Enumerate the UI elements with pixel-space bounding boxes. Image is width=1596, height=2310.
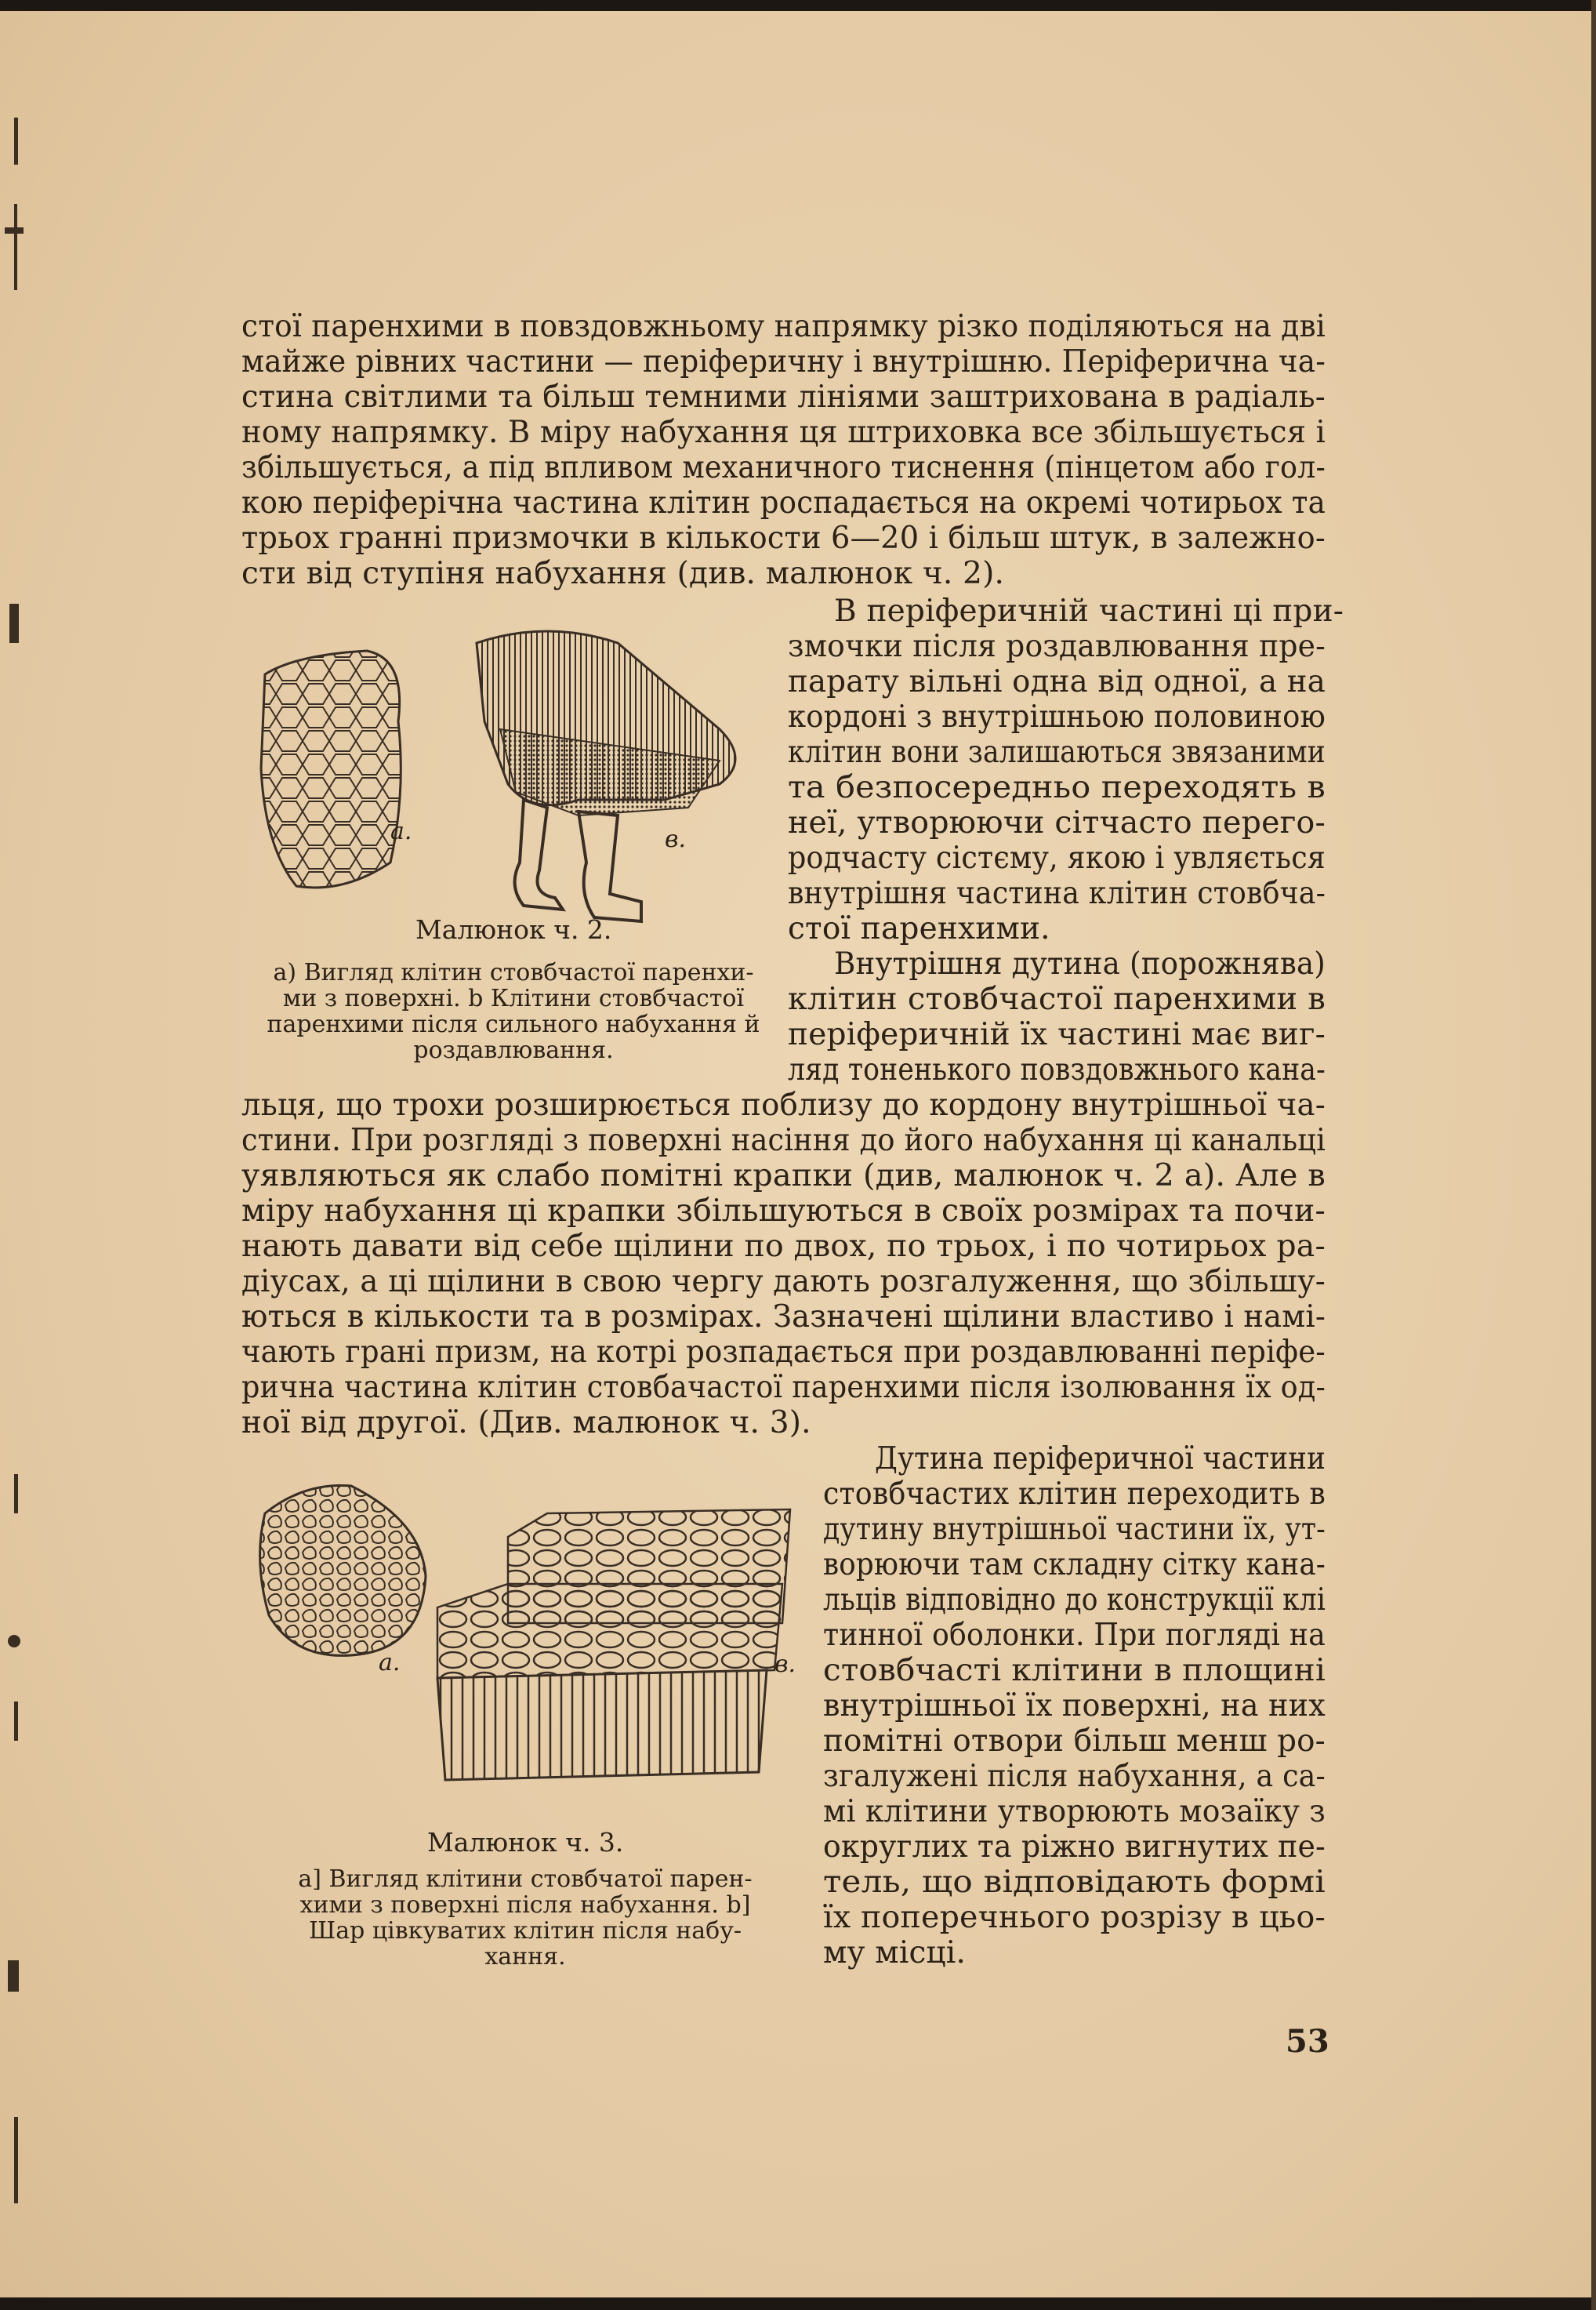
- text-line: кордоні з внутрішньою половиною: [788, 699, 1326, 735]
- binding-mark: [14, 1702, 18, 1741]
- binding-mark: [9, 604, 19, 643]
- text-line: ються в кількости та в розмірах. Зазначені щілини властиво і намі-: [241, 1299, 1326, 1335]
- text-line: Внутрішня дутина (порожнява): [834, 946, 1326, 982]
- text-line: внутрішня частина клітин стовбча-: [788, 876, 1326, 911]
- caption-line: хими з поверхні після набухання. b]: [299, 1891, 751, 1919]
- surface-mosaic-drawing: [260, 1485, 426, 1655]
- scan-top-edge: [0, 0, 1596, 11]
- binding-mark: [8, 1960, 19, 1992]
- binding-mark: [14, 1474, 18, 1513]
- text-line: згалужені після набухання, а са-: [823, 1759, 1326, 1794]
- text-line: неї, утворюючи сітчасто перего-: [788, 805, 1326, 841]
- text-line: родчасту сістєму, якою і увляється: [788, 841, 1326, 876]
- text-line: рична частина клітин стовбачастої паренхими після ізолювання їх од-: [241, 1370, 1326, 1405]
- text-line: тинної оболонки. При погляді на: [823, 1618, 1326, 1653]
- text-line: стовбчасті клітини в площині: [823, 1653, 1326, 1688]
- text-line: збільшується, а під впливом механичного тиснення (пінцетом або гол-: [241, 450, 1326, 485]
- text-line: мі клітини утворюють мозаїку з: [823, 1794, 1326, 1829]
- caption-line: паренхими після сильного набухання й: [267, 1011, 760, 1038]
- figure-2-title: Малюнок ч. 2.: [415, 914, 612, 945]
- figure-3-label-a: a.: [379, 1649, 401, 1676]
- text-line: стої паренхими.: [788, 911, 1050, 946]
- text-line: кою періферічна частина клітин роспадається на окремі чотирьох та: [241, 485, 1326, 521]
- binding-mark: [14, 204, 17, 290]
- text-line: клітин вони залишаються звязаними: [788, 735, 1326, 770]
- figure-2-illustration: [249, 612, 767, 925]
- text-line: дутину внутрішньої частини їх, ут-: [823, 1512, 1326, 1547]
- text-line: ної від другої. (Див. малюнок ч. 3).: [241, 1405, 811, 1440]
- text-line: трьох гранні призмочки в кількости 6—20 і більш штук, в залежно-: [241, 521, 1326, 556]
- tubular-layer-drawing: [437, 1509, 790, 1780]
- caption-line: Шар цівкуватих клітин після набу-: [308, 1917, 742, 1945]
- caption-line: ми з поверхні. b Клітини стовбчастої: [282, 985, 745, 1012]
- text-line: змочки після роздавлювання пре-: [788, 629, 1326, 664]
- text-line: округлих та ріжно вигнутих пе-: [823, 1829, 1326, 1865]
- caption-line: роздавлювання.: [413, 1037, 614, 1064]
- text-line: помітні отвори більш менш ро-: [823, 1723, 1326, 1759]
- caption-line: а) Вигляд клітин стовбчастої паренхи-: [273, 959, 754, 986]
- text-line: тель, що відповідають формі: [823, 1865, 1326, 1900]
- text-line: та безпосередньо переходять в: [788, 770, 1326, 805]
- text-line: чають грані призм, на котрі розпадається при роздавлюванні періфе-: [241, 1335, 1326, 1370]
- figure-2-label-a: a.: [390, 818, 412, 845]
- text-line: стини. При розгляді з поверхні насіння до його набухання ці канальці: [241, 1123, 1326, 1158]
- text-line: міру набухання ці крапки збільшуються в своїх розмірах та почи-: [241, 1193, 1326, 1229]
- swollen-cells-drawing: [477, 631, 735, 921]
- text-line: му місці.: [823, 1935, 967, 1970]
- text-line: льця, що трохи розширюється поблизу до кордону внутрішньої ча-: [241, 1088, 1326, 1123]
- text-line: стої паренхими в повздовжньому напрямку різко поділяються на дві: [241, 309, 1326, 344]
- text-line: парату вільні одна від одної, а на: [788, 664, 1326, 699]
- figure-3-title: Малюнок ч. 3.: [427, 1827, 624, 1858]
- binding-mark: [14, 2117, 18, 2203]
- text-line: В періферичній частині ці при-: [834, 594, 1344, 629]
- figure-3-label-b: в.: [774, 1651, 796, 1678]
- page-number: 53: [1286, 2023, 1329, 2060]
- text-line: клітин стовбчастої паренхими в: [788, 982, 1326, 1017]
- text-line: ворюючи там складну сітку кана-: [823, 1547, 1326, 1582]
- scan-right-edge: [1591, 0, 1596, 2310]
- scan-bottom-edge: [0, 2297, 1596, 2310]
- text-line: ному напрямку. В міру набухання ця штриховка все збільшується і: [241, 415, 1326, 450]
- text-line: Дутина періферичної частини: [875, 1441, 1326, 1476]
- text-line: діусах, а ці щілини в свою чергу дають розгалуження, що збільшу-: [241, 1264, 1326, 1299]
- text-line: їх поперечнього розрізу в цьо-: [823, 1900, 1326, 1935]
- binding-mark: [14, 118, 18, 165]
- caption-line: хання.: [484, 1943, 566, 1970]
- text-line: стовбчастих клітин переходить в: [823, 1476, 1326, 1512]
- binding-mark: [8, 1635, 20, 1647]
- text-line: майже рівних частини — періферичну і внутрішню. Періферична ча-: [241, 344, 1326, 380]
- figure-2-label-b: в.: [665, 826, 686, 853]
- figure-3-illustration: [249, 1466, 814, 1796]
- text-line: ляд тоненького повздовжнього кана-: [788, 1052, 1326, 1088]
- caption-line: а] Вигляд клітини стовбчатої парен-: [298, 1865, 753, 1893]
- text-line: стина світлими та більш темними лініями заштрихована в радіаль-: [241, 380, 1326, 415]
- surface-cells-drawing: [261, 651, 401, 888]
- text-line: внутрішньої їх поверхні, на них: [823, 1688, 1326, 1723]
- text-line: уявляються як слабо помітні крапки (див, малюнок ч. 2 а). Але в: [241, 1158, 1326, 1193]
- text-line: періферичній їх частині має виг-: [788, 1017, 1326, 1052]
- text-line: нають давати від себе щілини по двох, по трьох, і по чотирьох ра-: [241, 1229, 1326, 1264]
- text-line: сти від ступіня набухання (див. малюнок ч. 2).: [241, 556, 1005, 591]
- text-line: льців відповідно до конструкції клі: [823, 1582, 1326, 1618]
